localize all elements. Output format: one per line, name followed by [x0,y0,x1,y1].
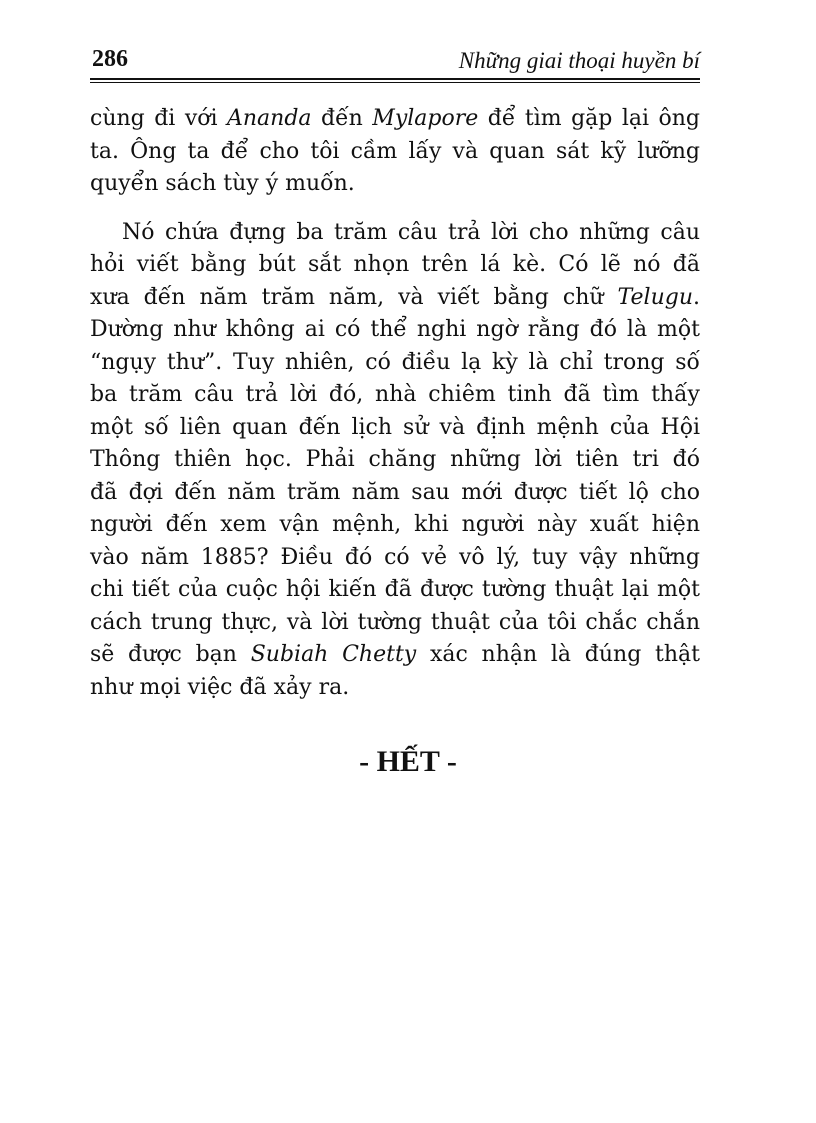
page-header [90,44,700,74]
name-mylapore: Mylapore [372,106,479,131]
text-line: hỏi viết bằng bút sắt nhọn trên lá kè. Có lẽ nó đã [90,252,700,277]
name-telugu: Telugu [617,284,693,310]
text-line: chi tiết của cuộc hội kiến đã được tường thuật lại một [90,577,700,602]
text-run: xác nhận là đúng thật [416,642,700,667]
text-line: ba trăm câu trả lời đó, nhà chiêm tinh đã tìm thấy [90,382,700,407]
paragraph-1 [90,103,700,201]
text-line: quyển sách tùy ý muốn. [90,171,355,196]
name-ananda: Ananda [227,106,312,131]
text-line: ta. Ông ta để cho tôi cầm lấy và quan sát kỹ lưỡng [90,138,700,164]
text-line: đã đợi đến năm trăm năm sau mới được tiết lộ cho [90,479,700,505]
text-run: . [693,284,700,310]
paragraph-gap [90,201,700,217]
text-line: như mọi việc đã xảy ra. [90,674,350,700]
text-line [90,282,700,315]
text-line [90,639,700,672]
text-line: vào năm 1885? Điều đó có vẻ vô lý, tuy vậy những [90,544,700,570]
text-line: “ngụy thư”. Tuy nhiên, có điều lạ kỳ là chỉ trong số [90,349,700,375]
text-run: đến [311,106,373,131]
body-text [90,103,700,704]
text-line: một số liên quan đến lịch sử và định mệnh của Hội [90,414,700,440]
text-run: sẽ được bạn [90,642,251,667]
text-line: Thông thiên học. Phải chăng những lời tiên tri đó [90,447,700,472]
text-line: cách trung thực, và lời tường thuật của tôi chắc chắn [90,609,700,635]
header-rule [90,78,700,83]
text-line: Dường như không ai có thể nghi ngờ rằng đó là một [90,317,700,342]
end-mark: - HẾT - [359,745,457,778]
running-title: Những giai thoại huyền bí [458,48,700,73]
paragraph-2 [90,217,700,705]
text-line [90,103,700,136]
text-line: người đến xem vận mệnh, khi người này xuất hiện [90,512,700,537]
page-number: 286 [92,46,128,72]
text-line: Nó chứa đựng ba trăm câu trả lời cho những câu [122,219,700,245]
text-run: xưa đến năm trăm năm, và viết bằng chữ [90,284,618,310]
text-run: cùng đi với [90,106,227,131]
name-subiah-chetty: Subiah Chetty [250,642,417,667]
text-run: để tìm gặp lại ông [478,106,700,131]
